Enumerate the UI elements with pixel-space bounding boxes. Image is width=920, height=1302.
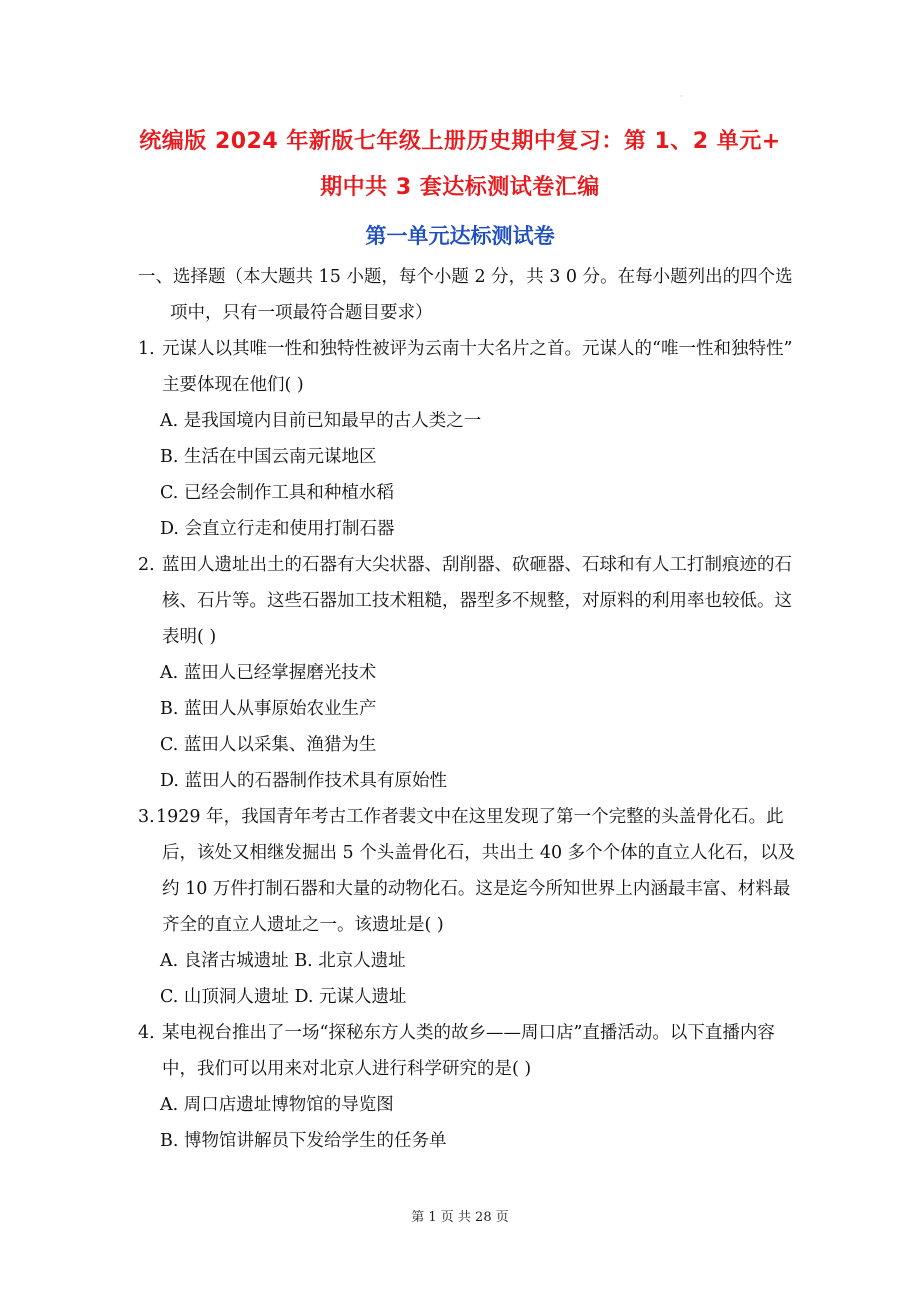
answer-option: A. 蓝田人已经掌握磨光技术 (160, 663, 377, 683)
answer-option: B. 博物馆讲解员下发给学生的任务单 (160, 1131, 447, 1151)
question-text: 蓝田人遗址出土的石器有大尖状器、刮削器、砍砸器、石球和有人工打制痕迹的石 (162, 555, 792, 575)
title-line-1: 统编版 2024 年新版七年级上册历史期中复习：第 1、2 单元+ (139, 129, 781, 154)
question-number: 1. (138, 339, 155, 359)
decorative-dot: · (680, 92, 683, 101)
answer-option: D. 会直立行走和使用打制石器 (160, 519, 395, 539)
question-text: 主要体现在他们( ) (162, 375, 304, 395)
question-text: 齐全的直立人遗址之一。该遗址是( ) (162, 915, 444, 935)
question-text: 表明( ) (162, 627, 217, 647)
question-number: 4. (138, 1023, 155, 1043)
unit-subtitle: 第一单元达标测试卷 (365, 223, 555, 248)
question-text: 某电视台推出了一场“探秘东方人类的故乡——周口店”直播活动。以下直播内容 (162, 1023, 775, 1043)
answer-option: A. 周口店遗址博物馆的导览图 (160, 1095, 394, 1115)
question-text: 约 10 万件打制石器和大量的动物化石。这是迄今所知世界上内涵最丰富、材料最 (162, 879, 791, 899)
question-number: 2. (138, 555, 155, 575)
question-text: 中，我们可以用来对北京人进行科学研究的是( ) (162, 1059, 532, 1079)
answer-option: C. 山顶洞人遗址 D. 元谋人遗址 (160, 987, 407, 1007)
answer-option: B. 蓝田人从事原始农业生产 (160, 699, 377, 719)
answer-option: A. 是我国境内目前已知最早的古人类之一 (160, 411, 482, 431)
section-heading: 一、选择题（本大题共 15 小题，每个小题 2 分，共 3 0 分。在每小题列出的四个选 (138, 267, 793, 287)
question-text: 元谋人以其唯一性和独特性被评为云南十大名片之首。元谋人的“唯一性和独特性” (162, 339, 793, 359)
answer-option: D. 蓝田人的石器制作技术具有原始性 (160, 771, 448, 791)
question-number: 3. (138, 807, 155, 827)
page-footer: 第 1 页 共 28 页 (411, 1210, 509, 1225)
answer-option: B. 生活在中国云南元谋地区 (160, 447, 377, 467)
answer-option: A. 良渚古城遗址 B. 北京人遗址 (160, 951, 406, 971)
answer-option: C. 蓝田人以采集、渔猎为生 (160, 735, 377, 755)
question-text: 核、石片等。这些石器加工技术粗糙，器型多不规整，对原料的利用率也较低。这 (162, 591, 792, 611)
question-text: 后，该处又相继发掘出 5 个头盖骨化石，共出土 40 多个个体的直立人化石，以及 (162, 843, 796, 863)
question-text: 1929 年，我国青年考古工作者裴文中在这里发现了第一个完整的头盖骨化石。此 (156, 807, 784, 827)
section-heading-cont: 项中，只有一项最符合题目要求） (170, 303, 433, 323)
title-line-2: 期中共 3 套达标测试卷汇编 (320, 175, 600, 200)
answer-option: C. 已经会制作工具和种植水稻 (160, 483, 394, 503)
